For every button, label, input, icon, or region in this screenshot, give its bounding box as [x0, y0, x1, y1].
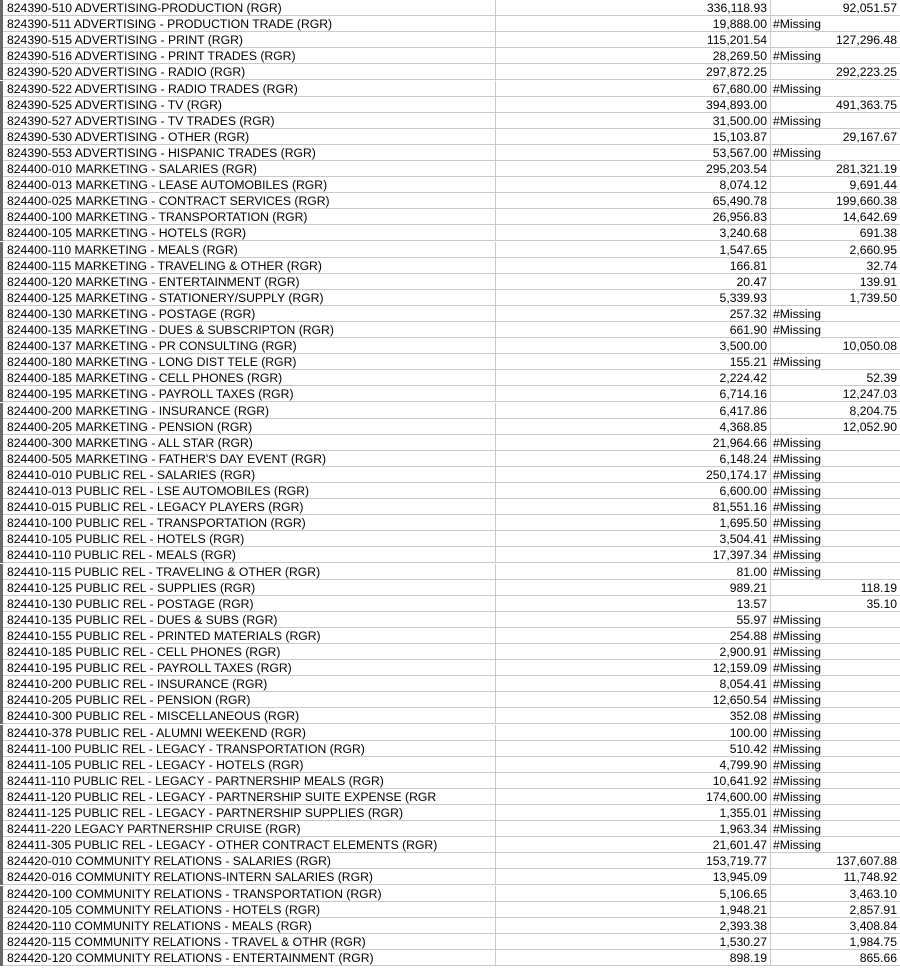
table-row — [0, 0, 900, 16]
table-row — [0, 692, 900, 708]
comparison-cell[interactable]: 12,247.03 — [770, 386, 900, 402]
amount-cell[interactable]: 989.21 — [495, 580, 770, 596]
table-row — [0, 918, 900, 934]
comparison-cell[interactable]: #Missing — [770, 708, 900, 724]
table-row — [0, 837, 900, 853]
table-row — [0, 741, 900, 757]
account-cell[interactable]: 824400-025 MARKETING - CONTRACT SERVICES (RGR) — [0, 193, 495, 209]
table-row — [0, 16, 900, 32]
table-row — [0, 306, 900, 322]
table-row — [0, 338, 900, 354]
table-row — [0, 869, 900, 885]
amount-cell[interactable]: 6,148.24 — [495, 451, 770, 467]
account-cell[interactable]: 824420-016 COMMUNITY RELATIONS-INTERN SALARIES (RGR) — [0, 869, 495, 885]
table-row — [0, 81, 900, 97]
amount-cell[interactable]: 12,159.09 — [495, 660, 770, 676]
account-cell[interactable]: 824411-125 PUBLIC REL - LEGACY - PARTNERSHIP SUPPLIES (RGR) — [0, 805, 495, 821]
comparison-cell[interactable]: #Missing — [770, 113, 900, 129]
amount-cell[interactable]: 100.00 — [495, 725, 770, 741]
amount-cell[interactable]: 3,240.68 — [495, 225, 770, 241]
amount-cell[interactable]: 166.81 — [495, 258, 770, 274]
table-row — [0, 370, 900, 386]
account-cell[interactable]: 824390-510 ADVERTISING-PRODUCTION (RGR) — [0, 0, 495, 16]
table-row — [0, 531, 900, 547]
account-cell[interactable]: 824390-516 ADVERTISING - PRINT TRADES (RGR) — [0, 48, 495, 64]
account-cell[interactable]: 824410-155 PUBLIC REL - PRINTED MATERIALS (RGR) — [0, 628, 495, 644]
amount-cell[interactable]: 81.00 — [495, 564, 770, 580]
amount-cell[interactable]: 5,339.93 — [495, 290, 770, 306]
comparison-cell[interactable]: 32.74 — [770, 258, 900, 274]
amount-cell[interactable]: 661.90 — [495, 322, 770, 338]
comparison-cell[interactable]: 29,167.67 — [770, 129, 900, 145]
comparison-cell[interactable]: 292,223.25 — [770, 64, 900, 80]
table-row — [0, 853, 900, 869]
comparison-cell[interactable]: 3,463.10 — [770, 886, 900, 902]
table-row — [0, 97, 900, 113]
comparison-cell[interactable]: #Missing — [770, 16, 900, 32]
account-cell[interactable]: 824400-185 MARKETING - CELL PHONES (RGR) — [0, 370, 495, 386]
comparison-cell[interactable]: 2,660.95 — [770, 242, 900, 258]
comparison-cell[interactable]: #Missing — [770, 547, 900, 563]
table-row — [0, 322, 900, 338]
account-cell[interactable]: 824410-010 PUBLIC REL - SALARIES (RGR) — [0, 467, 495, 483]
comparison-cell[interactable]: 1,739.50 — [770, 290, 900, 306]
account-cell[interactable]: 824410-130 PUBLIC REL - POSTAGE (RGR) — [0, 596, 495, 612]
table-row — [0, 403, 900, 419]
amount-cell[interactable]: 2,224.42 — [495, 370, 770, 386]
comparison-cell[interactable]: 137,607.88 — [770, 853, 900, 869]
amount-cell[interactable]: 15,103.87 — [495, 129, 770, 145]
table-row — [0, 242, 900, 258]
account-cell[interactable]: 824411-105 PUBLIC REL - LEGACY - HOTELS (RGR) — [0, 757, 495, 773]
comparison-cell[interactable]: 9,691.44 — [770, 177, 900, 193]
account-cell[interactable]: 824400-135 MARKETING - DUES & SUBSCRIPTON (RGR) — [0, 322, 495, 338]
comparison-cell[interactable]: #Missing — [770, 644, 900, 660]
table-row — [0, 386, 900, 402]
amount-cell[interactable]: 21,964.66 — [495, 435, 770, 451]
account-cell[interactable]: 824400-120 MARKETING - ENTERTAINMENT (RGR) — [0, 274, 495, 290]
amount-cell[interactable]: 21,601.47 — [495, 837, 770, 853]
comparison-cell[interactable]: #Missing — [770, 676, 900, 692]
account-cell[interactable]: 824410-115 PUBLIC REL - TRAVELING & OTHER (RGR) — [0, 564, 495, 580]
comparison-cell[interactable]: #Missing — [770, 692, 900, 708]
table-row — [0, 161, 900, 177]
account-cell[interactable]: 824390-553 ADVERTISING - HISPANIC TRADES (RGR) — [0, 145, 495, 161]
table-row — [0, 419, 900, 435]
comparison-cell[interactable]: 11,748.92 — [770, 869, 900, 885]
table-row — [0, 757, 900, 773]
account-cell[interactable]: 824390-511 ADVERTISING - PRODUCTION TRADE (RGR) — [0, 16, 495, 32]
comparison-cell[interactable]: 281,321.19 — [770, 161, 900, 177]
table-row — [0, 580, 900, 596]
amount-cell[interactable]: 31,500.00 — [495, 113, 770, 129]
table-row — [0, 564, 900, 580]
amount-cell[interactable]: 53,567.00 — [495, 145, 770, 161]
comparison-cell[interactable]: 118.19 — [770, 580, 900, 596]
comparison-cell[interactable]: #Missing — [770, 354, 900, 370]
account-cell[interactable]: 824400-205 MARKETING - PENSION (RGR) — [0, 419, 495, 435]
amount-cell[interactable]: 6,600.00 — [495, 483, 770, 499]
comparison-cell[interactable]: 491,363.75 — [770, 97, 900, 113]
comparison-cell[interactable]: 92,051.57 — [770, 0, 900, 16]
table-row — [0, 499, 900, 515]
amount-cell[interactable]: 5,106.65 — [495, 886, 770, 902]
amount-cell[interactable]: 153,719.77 — [495, 853, 770, 869]
comparison-cell[interactable]: #Missing — [770, 467, 900, 483]
amount-cell[interactable]: 26,956.83 — [495, 209, 770, 225]
account-cell[interactable]: 824410-125 PUBLIC REL - SUPPLIES (RGR) — [0, 580, 495, 596]
account-cell[interactable]: 824410-135 PUBLIC REL - DUES & SUBS (RGR) — [0, 612, 495, 628]
account-cell[interactable]: 824410-013 PUBLIC REL - LSE AUTOMOBILES (RGR) — [0, 483, 495, 499]
comparison-cell[interactable]: 691.38 — [770, 225, 900, 241]
table-row — [0, 596, 900, 612]
account-cell[interactable]: 824400-505 MARKETING - FATHER'S DAY EVENT (RGR) — [0, 451, 495, 467]
account-cell[interactable]: 824420-115 COMMUNITY RELATIONS - TRAVEL & OTHR (RGR) — [0, 934, 495, 950]
comparison-cell[interactable]: #Missing — [770, 81, 900, 97]
comparison-cell[interactable]: #Missing — [770, 837, 900, 853]
amount-cell[interactable]: 155.21 — [495, 354, 770, 370]
comparison-cell[interactable]: #Missing — [770, 515, 900, 531]
table-row — [0, 676, 900, 692]
table-row — [0, 451, 900, 467]
comparison-cell[interactable]: #Missing — [770, 145, 900, 161]
amount-cell[interactable]: 295,203.54 — [495, 161, 770, 177]
amount-cell[interactable]: 3,500.00 — [495, 338, 770, 354]
comparison-cell[interactable]: 12,052.90 — [770, 419, 900, 435]
amount-cell[interactable]: 254.88 — [495, 628, 770, 644]
amount-cell[interactable]: 1,355.01 — [495, 805, 770, 821]
amount-cell[interactable]: 6,714.16 — [495, 386, 770, 402]
table-row — [0, 177, 900, 193]
amount-cell[interactable]: 55.97 — [495, 612, 770, 628]
table-row — [0, 48, 900, 64]
account-cell[interactable]: 824390-522 ADVERTISING - RADIO TRADES (RGR) — [0, 81, 495, 97]
amount-cell[interactable]: 8,054.41 — [495, 676, 770, 692]
account-cell[interactable]: 824411-220 LEGACY PARTNERSHIP CRUISE (RGR) — [0, 821, 495, 837]
comparison-cell[interactable]: 10,050.08 — [770, 338, 900, 354]
amount-cell[interactable]: 898.19 — [495, 950, 770, 966]
comparison-cell[interactable]: 199,660.38 — [770, 193, 900, 209]
comparison-cell[interactable]: 52.39 — [770, 370, 900, 386]
amount-cell[interactable]: 17,397.34 — [495, 547, 770, 563]
amount-cell[interactable]: 257.32 — [495, 306, 770, 322]
amount-cell[interactable]: 250,174.17 — [495, 467, 770, 483]
table-row — [0, 258, 900, 274]
account-cell[interactable]: 824400-300 MARKETING - ALL STAR (RGR) — [0, 435, 495, 451]
amount-cell[interactable]: 2,393.38 — [495, 918, 770, 934]
comparison-cell[interactable]: #Missing — [770, 612, 900, 628]
account-cell[interactable]: 824390-515 ADVERTISING - PRINT (RGR) — [0, 32, 495, 48]
comparison-cell[interactable]: #Missing — [770, 789, 900, 805]
amount-cell[interactable]: 510.42 — [495, 741, 770, 757]
comparison-cell[interactable]: #Missing — [770, 805, 900, 821]
comparison-cell[interactable]: #Missing — [770, 741, 900, 757]
account-cell[interactable]: 824400-195 MARKETING - PAYROLL TAXES (RGR) — [0, 386, 495, 402]
amount-cell[interactable]: 1,547.65 — [495, 242, 770, 258]
amount-cell[interactable]: 394,893.00 — [495, 97, 770, 113]
comparison-cell[interactable]: 14,642.69 — [770, 209, 900, 225]
amount-cell[interactable]: 19,888.00 — [495, 16, 770, 32]
amount-cell[interactable]: 13.57 — [495, 596, 770, 612]
account-cell[interactable]: 824400-100 MARKETING - TRANSPORTATION (RGR) — [0, 209, 495, 225]
table-row — [0, 708, 900, 724]
table-row — [0, 805, 900, 821]
account-cell[interactable]: 824390-525 ADVERTISING - TV (RGR) — [0, 97, 495, 113]
amount-cell[interactable]: 2,900.91 — [495, 644, 770, 660]
amount-cell[interactable]: 67,680.00 — [495, 81, 770, 97]
account-cell[interactable]: 824390-527 ADVERTISING - TV TRADES (RGR) — [0, 113, 495, 129]
account-cell[interactable]: 824410-195 PUBLIC REL - PAYROLL TAXES (RGR) — [0, 660, 495, 676]
table-row — [0, 435, 900, 451]
table-row — [0, 725, 900, 741]
comparison-cell[interactable]: 3,408.84 — [770, 918, 900, 934]
table-row — [0, 129, 900, 145]
account-cell[interactable]: 824420-010 COMMUNITY RELATIONS - SALARIES (RGR) — [0, 853, 495, 869]
amount-cell[interactable]: 10,641.92 — [495, 773, 770, 789]
amount-cell[interactable]: 4,368.85 — [495, 419, 770, 435]
account-cell[interactable]: 824410-205 PUBLIC REL - PENSION (RGR) — [0, 692, 495, 708]
account-cell[interactable]: 824411-100 PUBLIC REL - LEGACY - TRANSPORTATION (RGR) — [0, 741, 495, 757]
table-row — [0, 821, 900, 837]
comparison-cell[interactable]: #Missing — [770, 660, 900, 676]
comparison-cell[interactable]: 8,204.75 — [770, 403, 900, 419]
amount-cell[interactable]: 1,948.21 — [495, 902, 770, 918]
table-row — [0, 886, 900, 902]
comparison-cell[interactable]: #Missing — [770, 757, 900, 773]
table-row — [0, 354, 900, 370]
comparison-cell[interactable]: #Missing — [770, 483, 900, 499]
amount-cell[interactable]: 13,945.09 — [495, 869, 770, 885]
table-row — [0, 209, 900, 225]
table-row — [0, 515, 900, 531]
account-cell[interactable]: 824410-300 PUBLIC REL - MISCELLANEOUS (RGR) — [0, 708, 495, 724]
account-cell[interactable]: 824410-200 PUBLIC REL - INSURANCE (RGR) — [0, 676, 495, 692]
amount-cell[interactable]: 1,695.50 — [495, 515, 770, 531]
table-row — [0, 789, 900, 805]
account-cell[interactable]: 824411-110 PUBLIC REL - LEGACY - PARTNERSHIP MEALS (RGR) — [0, 773, 495, 789]
comparison-cell[interactable]: #Missing — [770, 451, 900, 467]
comparison-cell[interactable]: #Missing — [770, 435, 900, 451]
table-row — [0, 32, 900, 48]
amount-cell[interactable]: 115,201.54 — [495, 32, 770, 48]
amount-cell[interactable]: 352.08 — [495, 708, 770, 724]
comparison-cell[interactable]: #Missing — [770, 725, 900, 741]
table-row — [0, 934, 900, 950]
table-row — [0, 225, 900, 241]
amount-cell[interactable]: 28,269.50 — [495, 48, 770, 64]
amount-cell[interactable]: 297,872.25 — [495, 64, 770, 80]
comparison-cell[interactable]: 127,296.48 — [770, 32, 900, 48]
comparison-cell[interactable]: #Missing — [770, 564, 900, 580]
amount-cell[interactable]: 1,963.34 — [495, 821, 770, 837]
amount-cell[interactable]: 8,074.12 — [495, 177, 770, 193]
comparison-cell[interactable]: #Missing — [770, 821, 900, 837]
account-cell[interactable]: 824410-105 PUBLIC REL - HOTELS (RGR) — [0, 531, 495, 547]
table-row — [0, 274, 900, 290]
account-cell[interactable]: 824411-120 PUBLIC REL - LEGACY - PARTNERSHIP SUITE EXPENSE (RGR — [0, 789, 495, 805]
account-cell[interactable]: 824411-305 PUBLIC REL - LEGACY - OTHER CONTRACT ELEMENTS (RGR) — [0, 837, 495, 853]
comparison-cell[interactable]: #Missing — [770, 322, 900, 338]
table-row — [0, 628, 900, 644]
amount-cell[interactable]: 3,504.41 — [495, 531, 770, 547]
account-cell[interactable]: 824420-120 COMMUNITY RELATIONS - ENTERTAINMENT (RGR) — [0, 950, 495, 966]
comparison-cell[interactable]: #Missing — [770, 773, 900, 789]
table-row — [0, 483, 900, 499]
table-row — [0, 950, 900, 966]
table-row — [0, 902, 900, 918]
table-row — [0, 113, 900, 129]
table-row — [0, 64, 900, 80]
account-cell[interactable]: 824410-378 PUBLIC REL - ALUMNI WEEKEND (RGR) — [0, 725, 495, 741]
comparison-cell[interactable]: 35.10 — [770, 596, 900, 612]
amount-cell[interactable]: 6,417.86 — [495, 403, 770, 419]
account-cell[interactable]: 824400-105 MARKETING - HOTELS (RGR) — [0, 225, 495, 241]
comparison-cell[interactable]: #Missing — [770, 499, 900, 515]
comparison-cell[interactable]: 139.91 — [770, 274, 900, 290]
account-cell[interactable]: 824420-105 COMMUNITY RELATIONS - HOTELS (RGR) — [0, 902, 495, 918]
table-row — [0, 547, 900, 563]
amount-cell[interactable]: 1,530.27 — [495, 934, 770, 950]
account-cell[interactable]: 824420-100 COMMUNITY RELATIONS - TRANSPORTATION (RGR) — [0, 886, 495, 902]
account-cell[interactable]: 824400-180 MARKETING - LONG DIST TELE (RGR) — [0, 354, 495, 370]
table-row — [0, 612, 900, 628]
table-row — [0, 773, 900, 789]
comparison-cell[interactable]: #Missing — [770, 531, 900, 547]
table-row — [0, 644, 900, 660]
table-row — [0, 290, 900, 306]
amount-cell[interactable]: 65,490.78 — [495, 193, 770, 209]
account-cell[interactable]: 824410-015 PUBLIC REL - LEGACY PLAYERS (RGR) — [0, 499, 495, 515]
table-row — [0, 193, 900, 209]
account-cell[interactable]: 824400-010 MARKETING - SALARIES (RGR) — [0, 161, 495, 177]
account-cell[interactable]: 824400-137 MARKETING - PR CONSULTING (RGR) — [0, 338, 495, 354]
account-cell[interactable]: 824400-110 MARKETING - MEALS (RGR) — [0, 242, 495, 258]
table-row — [0, 660, 900, 676]
comparison-cell[interactable]: #Missing — [770, 628, 900, 644]
account-cell[interactable]: 824410-110 PUBLIC REL - MEALS (RGR) — [0, 547, 495, 563]
comparison-cell[interactable]: #Missing — [770, 306, 900, 322]
account-cell[interactable]: 824400-130 MARKETING - POSTAGE (RGR) — [0, 306, 495, 322]
table-row — [0, 145, 900, 161]
account-cell[interactable]: 824420-110 COMMUNITY RELATIONS - MEALS (RGR) — [0, 918, 495, 934]
comparison-cell[interactable]: 1,984.75 — [770, 934, 900, 950]
comparison-cell[interactable]: 2,857.91 — [770, 902, 900, 918]
account-cell[interactable]: 824410-100 PUBLIC REL - TRANSPORTATION (RGR) — [0, 515, 495, 531]
account-cell[interactable]: 824400-200 MARKETING - INSURANCE (RGR) — [0, 403, 495, 419]
amount-cell[interactable]: 20.47 — [495, 274, 770, 290]
amount-cell[interactable]: 174,600.00 — [495, 789, 770, 805]
amount-cell[interactable]: 336,118.93 — [495, 0, 770, 16]
comparison-cell[interactable]: 865.66 — [770, 950, 900, 966]
amount-cell[interactable]: 4,799.90 — [495, 757, 770, 773]
account-cell[interactable]: 824400-013 MARKETING - LEASE AUTOMOBILES (RGR) — [0, 177, 495, 193]
amount-cell[interactable]: 12,650.54 — [495, 692, 770, 708]
table-row — [0, 467, 900, 483]
account-cell[interactable]: 824410-185 PUBLIC REL - CELL PHONES (RGR) — [0, 644, 495, 660]
account-cell[interactable]: 824390-520 ADVERTISING - RADIO (RGR) — [0, 64, 495, 80]
amount-cell[interactable]: 81,551.16 — [495, 499, 770, 515]
account-cell[interactable]: 824400-115 MARKETING - TRAVELING & OTHER (RGR) — [0, 258, 495, 274]
comparison-cell[interactable]: #Missing — [770, 48, 900, 64]
account-cell[interactable]: 824390-530 ADVERTISING - OTHER (RGR) — [0, 129, 495, 145]
account-cell[interactable]: 824400-125 MARKETING - STATIONERY/SUPPLY (RGR) — [0, 290, 495, 306]
